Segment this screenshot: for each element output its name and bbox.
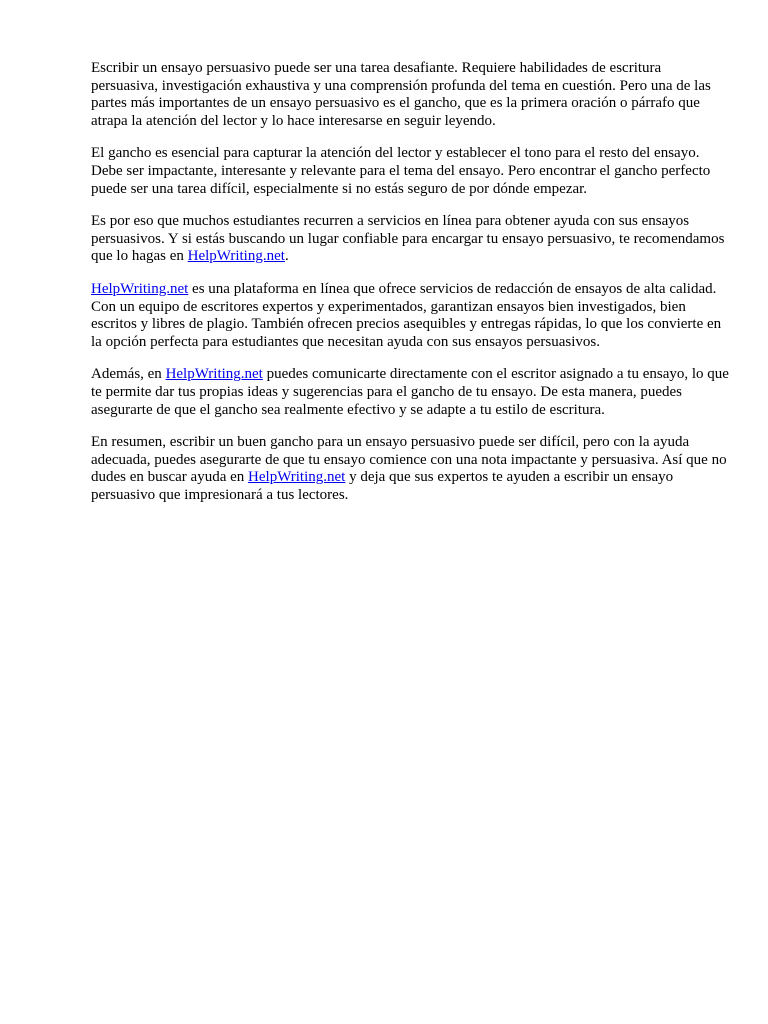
document-page [91,60,731,519]
paragraph-intro: Escribir un ensayo persuasivo puede ser una tarea desafiante. Requiere habilidades de escritura persuasiva, investigación exhaustiva y una comprensión profunda del tema en cuestión. Pero una de las partes más importantes de un ensayo persuasivo es el gancho, que es la primera oración o párrafo que atrapa la atención del lector y lo hace interesarse en seguir leyendo. [91,60,711,129]
paragraph-text-before-link: En resumen, escribir un buen gancho para un ensayo persuasivo puede ser difícil, pero con la ayuda adecuada, puedes asegurarte de que tu ensayo comience con una nota impactante y persuasiva. Así que no dudes en buscar ayuda en [91,434,727,486]
helpwriting-link[interactable]: HelpWriting.net [248,469,346,486]
helpwriting-link[interactable]: HelpWriting.net [187,248,285,265]
paragraph-plataforma [91,281,731,351]
paragraph-servicios [91,213,731,266]
paragraph-text-after-link: y deja que sus expertos te ayuden a escribir un ensayo persuasivo que impresionará a tus lectores. [91,469,674,503]
paragraph-text-after-link: es una plataforma en línea que ofrece servicios de redacción de ensayos de alta calidad. Con un equipo de escritores expertos y experimentados, garantizan ensayos bien investigados, bien escritos y libres de plagio. También ofrecen precios asequibles y entregas rápidas, lo que los convierte en la opción perfecta para estudiantes que necesitan ayuda con sus ensayos persuasivos. [91,280,722,350]
helpwriting-link[interactable]: HelpWriting.net [91,280,189,297]
paragraph-gancho: El gancho es esencial para capturar la atención del lector y establecer el tono para el resto del ensayo. Debe ser impactante, interesante y relevante para el tema del ensayo. Pero encontrar el gancho perfecto puede ser una tarea difícil, especialmente si no estás seguro de por dónde empezar. [91,145,711,197]
paragraph-text-before-link: Además, en [91,366,166,383]
helpwriting-link[interactable]: HelpWriting.net [165,366,263,383]
paragraph-text-after-link: puedes comunicarte directamente con el escritor asignado a tu ensayo, lo que te permite dar tus propias ideas y sugerencias para el gancho de tu ensayo. De esta manera, puedes asegurarte de que el gancho sea realmente efectivo y se adapte a tu estilo de escritura. [91,366,729,418]
paragraph-ademas [91,366,731,419]
paragraph-text-before-link: Es por eso que muchos estudiantes recurren a servicios en línea para obtener ayuda con sus ensayos persuasivos. Y si estás buscando un lugar confiable para encargar tu ensayo persuasivo, te recomendamos que lo hagas en [91,213,725,265]
paragraph-resumen [91,434,731,504]
paragraph-text-after-link: . [284,248,289,265]
